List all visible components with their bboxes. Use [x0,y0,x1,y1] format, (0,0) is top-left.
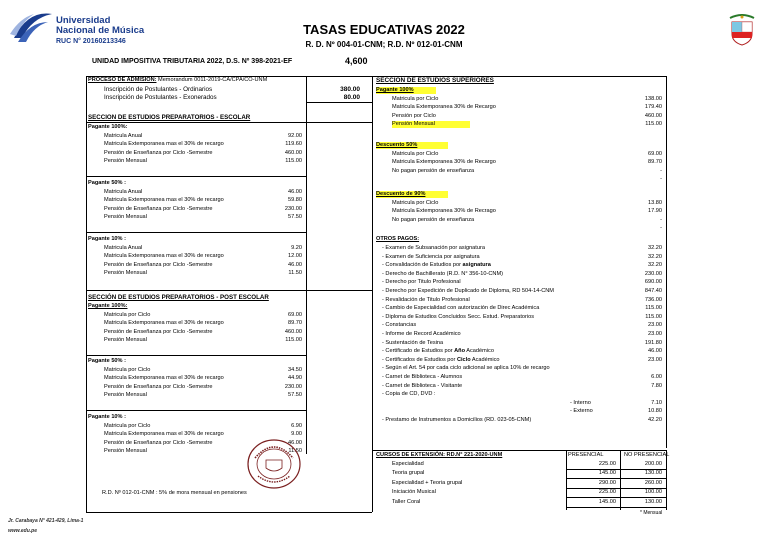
superiores-row-label: Matricula Extemporanea 30% de Recargo [392,104,496,111]
post-row-label: Matricula Extemporanea mas el 30% de recargo [104,320,224,327]
otros-row-strong: asignatura [462,262,491,269]
extension-row-no-presencial: 200.00 [644,461,662,467]
post-row-value: 57.50 [288,392,302,399]
right-frame-line [666,76,667,448]
superiores-row-label: No pagan pensión de enseñanza [392,167,475,174]
extension-row-no-presencial: 130.00 [644,498,662,505]
otros-row-value: 32.20 [648,245,662,251]
extension-row-presencial: 145.00 [598,470,616,477]
extension-row-no-presencial: 130.00 [644,470,662,477]
superiores-row-value: 17.90 [648,208,662,215]
otros-row-value: 115.00 [645,305,662,312]
post-row-label: Matricula Extemporanea mas el 30% de recargo [104,375,224,382]
superiores-row-label: Matricula Extemporanea 30% de Recrago [392,208,496,215]
otros-row-value: 115.00 [645,313,662,320]
left-group-divider [86,232,306,233]
otros-row-tail: Académico [465,348,494,355]
otros-row-text: - Constancias [382,322,417,329]
extension-col-line-2 [620,450,621,510]
post-row-value: 89.70 [288,320,302,327]
mora-note: R.D. Nº 012-01-CNM : 5% de mora mensual en pensiones [102,490,247,496]
extension-row-label: Especialidad + Teoria grupal [392,479,463,486]
otros-row-label [382,391,435,398]
otros-row-label [382,331,461,338]
otros-row-label [382,340,443,347]
otros-row-value: 32.20 [648,262,662,269]
superiores-row-value: - [660,225,662,232]
otros-row-label [382,365,550,372]
left-bottom-border [86,512,372,513]
footer-website: www.edu.pe [8,528,37,534]
otros-row-text: - Carnet de Biblioteca - Alumnos [382,374,463,380]
escolar-group-title: Pagante 50% : [88,180,126,186]
extension-row-label: Taller Coral [392,498,421,505]
otros-row-text: - Certificado de Estudios por [382,348,455,355]
otros-row-text: - Sustentación de Tesina [382,339,444,346]
escolar-row-value: 46.00 [288,189,302,195]
post-row-label: Matricula por Ciclo [104,312,151,318]
post-group-title: Pagante 10% : [88,414,126,420]
otros-row-value: 23.00 [648,331,662,337]
superiores-row-label: Matricula Extemporanea 30% de Recargo [392,159,496,166]
superiores-group-title: Descuento de 90% [376,191,448,198]
otros-row-text: - Diploma de Estudios Concluidos Secc. Estud. Preparatorios [382,313,535,320]
superiores-row-label: Pensión Mensual [392,121,470,128]
extension-row-no-presencial: 100.00 [644,489,662,496]
otros-row-value: 46.00 [648,348,662,355]
left-group-divider [86,410,306,411]
superiores-row-value: - [660,167,662,174]
escolar-group-title: Pagante 100%: [88,124,128,130]
post-row-label: Matricula por Ciclo [104,423,151,429]
otros-row-tail: Académico [470,356,500,363]
extension-col-line-1 [566,450,567,510]
otros-row-label [382,348,494,355]
post-row-value: 44.90 [288,375,302,382]
post-row-value: 6.90 [291,423,302,429]
otros-row-value: 23.00 [648,356,662,363]
left-values-divider [306,76,307,454]
extension-row-presencial: 225.00 [598,489,616,496]
escolar-row-value: 115.00 [285,158,302,165]
superiores-row-value: 89.70 [648,159,662,166]
escolar-row-value: 12.00 [288,253,302,260]
post-row-value: 69.00 [288,312,302,318]
post-row-label: Matricula por Ciclo [104,367,151,373]
post-header: SECCIÓN DE ESTUDIOS PREPARATORIOS - POST ESCOLAR [88,294,269,301]
otros-row-value: 847.40 [644,288,662,294]
extension-row-presencial: 145.00 [598,498,616,505]
otros-row-label [382,245,485,252]
otros-row-text: - Carnet de Biblioteca - Visitante [382,382,463,389]
otros-row-value: 690.00 [644,279,662,286]
left-frame-line-bottom [86,413,87,513]
university-name: Universidad Nacional de Música [56,15,145,36]
escolar-row-label: Matricula Anual [104,245,143,251]
otros-row-value: 191.80 [644,339,662,346]
center-divider [372,76,373,512]
otros-row-label [382,288,554,295]
superiores-header: SECCIÓN DE ESTUDIOS SUPERIORES [376,77,494,84]
prestamo-value: 42.20 [648,417,662,423]
admision-label-exonerados: Inscripción de Postulantes - Exonerados [104,94,217,101]
post-row-value: 460.00 [284,328,302,335]
escolar-row-value: 11.50 [288,270,302,277]
footer-address: Jr. Carabaya N° 421-429, Lima-1 [8,518,84,524]
left-group-divider [86,176,306,177]
extension-col-no-presencial: NO PRESENCIAL [624,452,670,458]
superiores-row-value: 13.80 [648,199,662,206]
otros-row-label [382,279,461,286]
post-section-divider [86,290,372,291]
national-shield-icon [728,14,756,46]
copia-interno-label: - Interno [570,399,591,406]
otros-row-text: - Revalidación de Titulo Profesional [382,296,470,303]
otros-row-label [382,374,462,381]
otros-row-value: 736.00 [644,296,662,303]
escolar-row-label: Pensión de Enseñanza por Ciclo -Semestre [104,205,213,212]
escolar-row-value: 46.00 [288,261,302,268]
escolar-row-label: Matricula Anual [104,133,143,139]
post-row-label: Pensión de Enseñanza por Ciclo -Semestre [104,383,213,390]
uit-label: UNIDAD IMPOSITIVA TRIBUTARIA 2022, D.S. Nº 398-2021-EF [92,58,293,65]
superiores-row-value: 138.00 [644,95,662,102]
ruc-number: RUC N° 20160213346 [56,38,126,45]
otros-row-text: - Examen de Subsanación por asignatura [382,245,485,251]
extension-row-label: Especialidad [392,461,424,467]
otros-row-text: - Convalidación de Estudios por [382,262,463,269]
otros-row-text: - Derecho por Titulo Profesional [382,279,461,286]
otros-row-label [382,314,534,321]
post-row-value: 46.00 [288,439,302,446]
escolar-row-label: Pensión de Enseñanza por Ciclo -Semestre [104,261,213,268]
otros-row-label [382,383,462,390]
superiores-row-label: Matricula por Ciclo [392,95,439,102]
post-row-value: 34.50 [288,367,302,373]
admision-value-exonerados: 80.00 [343,94,360,101]
superiores-row-label: Matricula por Ciclo [392,150,439,157]
escolar-row-label: Pensión Mensual [104,270,147,277]
left-group-divider [86,355,306,356]
escolar-row-label: Matricula Extemporanea mas el 30% de recargo [104,141,224,148]
otros-row-text: - Derecho por Expedición de Duplicado de Diploma, RD 504-14-CNM [382,288,554,294]
extension-top-border [372,450,666,451]
escolar-row-label: Matricula Extemporanea mas el 30% de recargo [104,253,224,260]
superiores-group-title: Descuento 50% [376,142,448,149]
escolar-row-label: Pensión de Enseñanza por Ciclo -Semestre [104,149,213,156]
superiores-row-value: - [660,176,662,183]
otros-row-label [382,305,539,312]
post-row-label: Pensión Mensual [104,392,147,399]
left-frame-line [86,76,87,437]
escolar-row-label: Pensión Mensual [104,214,147,221]
escolar-row-value: 119.60 [285,141,302,148]
extension-row-presencial: 290.00 [598,479,616,486]
otros-row-value: 230.00 [644,270,662,277]
otros-row-strong: Año [454,348,466,355]
post-group-title: Pagante 100%: [88,303,128,309]
post-row-value: 115.00 [285,337,302,344]
extension-row-divider [566,507,666,508]
otros-row-text: - Según el Art. 54 por cada ciclo adicional se aplica 10% de recargo [382,365,550,372]
extension-col-line-3 [666,450,667,510]
escolar-row-value: 9.20 [291,245,302,251]
escolar-row-value: 230.00 [284,205,302,212]
admision-values-underline [306,102,372,103]
escolar-divider [86,122,372,123]
otros-row-label [382,254,480,261]
otros-row-label [382,357,500,364]
superiores-row-label: Matricula por Ciclo [392,199,439,206]
post-group-title: Pagante 50% : [88,358,126,364]
post-row-label: Pensión de Enseñanza por Ciclo -Semestre [104,328,213,335]
escolar-row-label: Matricula Extemporanea mas el 30% de recargo [104,197,224,204]
otros-row-text: - Derecho de Bachillerato (R.D. N° 356-10-CNM) [382,270,503,277]
copia-externo-label: - Externo [570,408,593,415]
escolar-row-label: Pensión Mensual [104,158,147,165]
official-seal-icon [246,438,302,490]
extension-row-label: Iniciación Musical [392,489,436,496]
superiores-group-title: Pagante 100% [376,87,436,94]
page-title: TASAS EDUCATIVAS 2022 [303,22,465,37]
otros-row-value: 6.00 [651,374,662,380]
otros-row-label [382,322,416,329]
post-row-label: Pensión de Enseñanza por Ciclo -Semestre [104,439,213,446]
otros-row-value: 23.00 [648,322,662,329]
superiores-row-label: No pagan pensión de enseñanza [392,216,475,223]
superiores-row-value: 69.00 [648,150,662,157]
extension-row-label: Teoria grupal [392,470,425,477]
escolar-group-title: Pagante 10% : [88,236,126,242]
post-row-value: 9.00 [291,431,302,438]
escolar-row-value: 92.00 [288,133,302,139]
otros-row-text: - Informe de Record Académico [382,331,461,337]
otros-row-strong: Ciclo [456,356,471,363]
post-row-value: 11.50 [288,448,302,455]
prestamo-label: - Prestamo de Instrumentos a Domicilios (RD. 023-05-CNM) [382,417,532,423]
otros-header: OTROS PAGOS: [376,236,420,242]
otros-row-text: - Copia de CD, DVD : [382,391,436,398]
uit-value: 4,600 [345,56,368,66]
otros-row-text: - Examen de Suficiencia por asignatura [382,253,480,260]
admision-header: PROCESO DE ADMISIÓN: Memorandum 0011-2019-CA/CPA/CO-UNM [88,77,268,83]
superiores-row-label: Pensión por Ciclo [392,112,436,119]
copia-interno-value: 7.10 [651,399,662,406]
escolar-row-value: 460.00 [284,149,302,156]
otros-row-value: 7.80 [651,382,662,389]
copia-externo-value: 10.80 [648,408,662,415]
extension-row-no-presencial: 260.00 [644,479,662,486]
escolar-row-value: 59.80 [288,197,302,204]
admision-value-ordinarios: 380.00 [340,86,360,93]
otros-row-label [382,271,503,278]
superiores-row-value: 179.40 [644,104,662,111]
post-row-label: Matricula Extemporanea mas el 30% de recargo [104,431,224,438]
otros-row-label [382,297,470,304]
otros-row-value: 32.20 [648,253,662,260]
otros-row-label [382,262,491,269]
escolar-header: SECCION DE ESTUDIOS PREPARATORIOS - ESCOLAR [88,114,251,121]
post-row-label: Pensión Mensual [104,448,147,455]
extension-header: CURSOS DE EXTENSIÓN: RD.N° 221-2020-UNM [376,452,503,458]
escolar-row-value: 57.50 [288,214,302,221]
superiores-row-value: - [660,216,662,223]
post-row-label: Pensión Mensual [104,337,147,344]
extension-col-presencial: PRESENCIAL [568,452,604,458]
otros-row-text: - Certificados de Estudios por [382,356,457,363]
superiores-row-value: 115.00 [645,121,662,128]
page-subtitle: R. D. Nº 004-01-CNM; R.D. Nº 012-01-CNM [305,40,463,49]
superiores-row-value: 460.00 [644,112,662,119]
escolar-row-label: Matricula Anual [104,189,143,195]
otros-row-text: - Cambio de Especialidad con autorización de Direc Académica [382,305,540,312]
extension-row-presencial: 225.00 [598,461,616,467]
admision-label-ordinarios: Inscripción de Postulantes - Ordinarios [104,86,213,93]
extension-note: * Mensual [640,510,663,516]
post-row-value: 230.00 [284,383,302,390]
